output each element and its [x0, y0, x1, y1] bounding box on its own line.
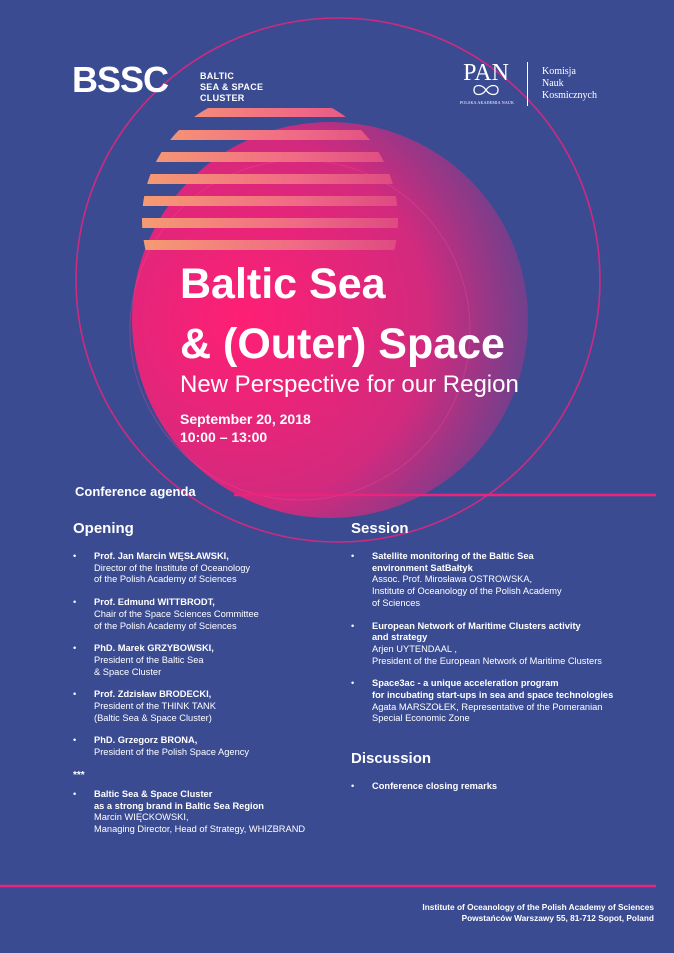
item-desc: Assoc. Prof. Mirosława OSTROWSKA, Institute of Oceanology of the Polish Academy of Sciences: [372, 574, 562, 608]
list-item: [351, 678, 661, 725]
item-desc: President of the Baltic Sea & Space Cluster: [94, 654, 204, 677]
infinity-icon: [470, 82, 502, 98]
item-title: • Prof. Jan Marcin WĘSŁAWSKI,: [94, 551, 229, 561]
opening-extra-list: [73, 789, 343, 836]
agenda-title: Conference agenda: [75, 484, 196, 499]
session-list: [351, 551, 661, 725]
item-desc: Marcin WIĘCKOWSKI, Managing Director, Head of Strategy, WHIZBRAND: [94, 812, 306, 834]
discussion-heading: Discussion: [351, 750, 432, 768]
pan-logo: [452, 60, 622, 110]
item-desc: Arjen UYTENDAAL , President of the European Network of Maritime Clusters: [372, 643, 602, 666]
item-title: • PhD. Grzegorz BRONA,: [94, 735, 198, 746]
pan-logo-text: [542, 66, 597, 102]
event-time: 10:00 – 13:00: [180, 429, 268, 445]
footer-institution: Institute of Oceanology of the Polish Academy of Sciences: [422, 902, 654, 912]
bssc-logo: [72, 60, 302, 112]
item-desc: Agata MARSZOŁEK, Representative of the Pomeranian Special Economic Zone: [372, 701, 603, 724]
event-date: September 20, 2018: [180, 411, 311, 427]
list-item: [351, 551, 661, 610]
bssc-logo-text: [200, 71, 263, 104]
pan-logo-line2: Nauk: [542, 78, 564, 89]
bssc-logo-line1: BALTIC: [200, 71, 235, 81]
list-item: [73, 789, 343, 836]
list-item: [73, 689, 343, 724]
discussion-list: [351, 781, 661, 793]
item-title: • Conference closing remarks: [372, 781, 498, 792]
item-desc: President of the THINK TANK (Baltic Sea & Space Cluster): [94, 701, 216, 723]
footer-address: Powstańców Warszawy 55, 81-712 Sopot, Poland: [461, 913, 654, 923]
item-title: • PhD. Marek GRZYBOWSKI,: [94, 643, 214, 654]
list-item: [351, 781, 661, 793]
bssc-logo-line3: CLUSTER: [200, 93, 245, 103]
item-title: • Satellite monitoring of the Baltic Sea environment SatBałtyk: [372, 551, 534, 573]
pan-logo-divider: [527, 62, 528, 106]
page-title-line1: Baltic Sea: [180, 260, 386, 308]
session-column: [351, 519, 661, 804]
item-title: • Space3ac - a unique acceleration program for incubating start-ups in sea and space technologies: [372, 678, 614, 701]
item-desc: Chair of the Space Sciences Committee of the Polish Academy of Sciences: [94, 608, 259, 631]
list-item: [351, 621, 661, 668]
page-title-line2: & (Outer) Space: [180, 320, 505, 368]
opening-heading: Opening: [73, 520, 134, 537]
bssc-logo-line2: SEA & SPACE: [200, 82, 264, 92]
pan-logo-line1: Komisja: [542, 66, 576, 77]
item-title: • Prof. Edmund WITTBRODT,: [94, 597, 215, 608]
opening-column: [73, 519, 343, 847]
item-title: • Baltic Sea & Space Cluster as a strong brand in Baltic Sea Region: [94, 788, 264, 811]
list-item: [73, 597, 343, 632]
item-desc: President of the Polish Space Agency: [94, 747, 250, 758]
pan-logo-mark: PAN: [463, 60, 509, 86]
separator: ***: [73, 769, 85, 781]
bssc-logo-mark: BSSC: [72, 59, 169, 100]
item-title: • European Network of Maritime Clusters activity and strategy: [372, 620, 581, 643]
page-subtitle: New Perspective for our Region: [180, 371, 519, 398]
pan-logo-caption: POLSKA AKADEMIA NAUK: [459, 100, 515, 105]
pan-logo-line3: Kosmicznych: [542, 90, 597, 101]
item-title: • Prof. Zdzisław BRODECKI,: [94, 689, 212, 700]
list-item: [73, 735, 343, 758]
list-item: [73, 551, 343, 586]
session-heading: Session: [351, 520, 409, 537]
list-item: [73, 643, 343, 678]
opening-list: [73, 551, 343, 759]
item-desc: Director of the Institute of Oceanology of the Polish Academy of Sciences: [94, 562, 251, 585]
